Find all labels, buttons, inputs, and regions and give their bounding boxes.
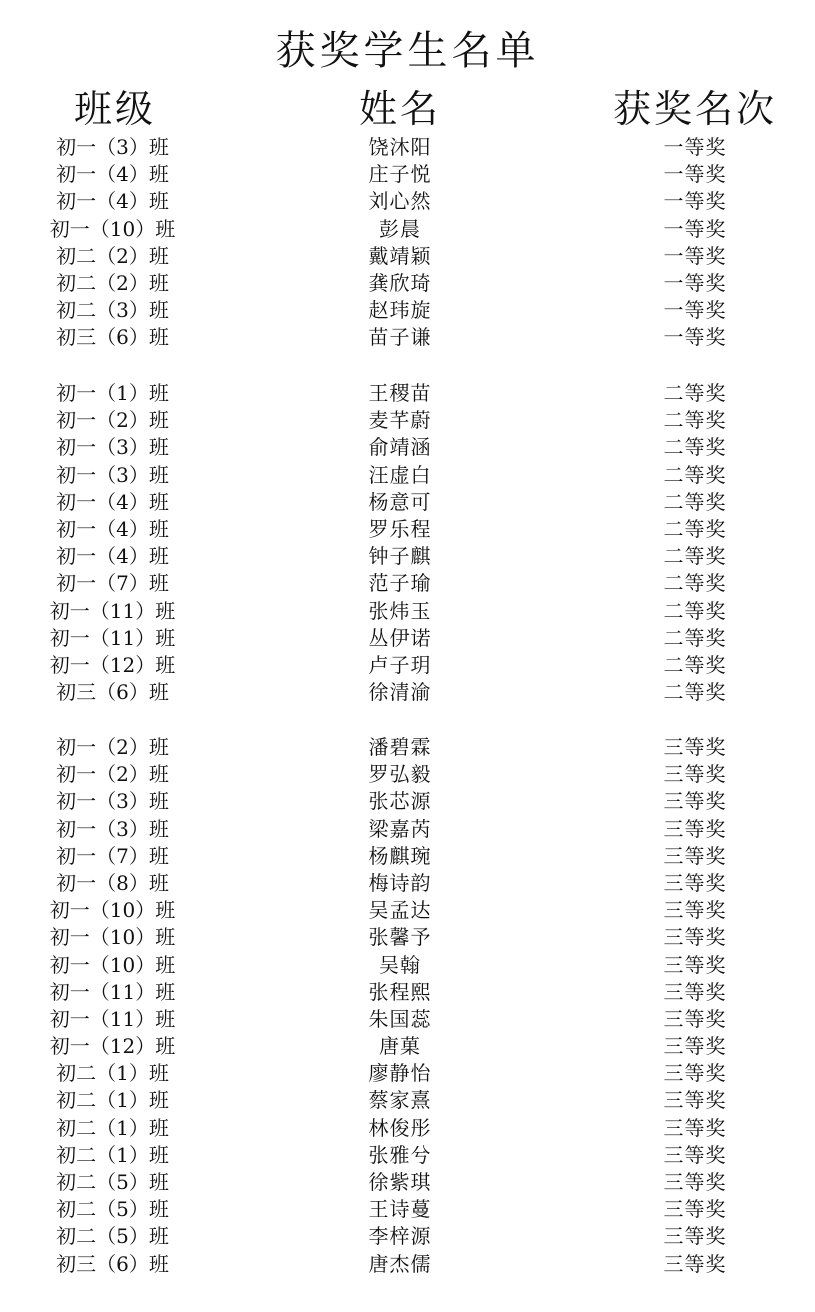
class-cell: 初二（5）班 — [56, 1224, 169, 1249]
award-cell: 一等奖 — [663, 189, 727, 214]
name-cell: 张程熙 — [368, 979, 432, 1004]
award-cell: 一等奖 — [663, 325, 727, 350]
list-item — [0, 1087, 815, 1114]
list-item — [0, 816, 815, 843]
award-cell: 三等奖 — [663, 952, 727, 977]
name-cell: 戴靖颖 — [368, 243, 432, 268]
name-cell: 吴孟达 — [368, 898, 432, 923]
award-cell: 一等奖 — [663, 243, 727, 268]
award-cell: 三等奖 — [663, 1224, 727, 1249]
class-cell: 初一（4）班 — [56, 516, 169, 541]
name-cell: 钟子麒 — [368, 544, 432, 569]
name-cell: 唐菓 — [379, 1034, 421, 1059]
name-cell: 李梓源 — [368, 1224, 432, 1249]
class-cell: 初二（5）班 — [56, 1170, 169, 1194]
list-item — [0, 1033, 815, 1060]
class-cell: 初二（2）班 — [56, 270, 169, 295]
award-cell: 三等奖 — [663, 1142, 727, 1167]
award-cell: 二等奖 — [663, 652, 727, 677]
award-cell: 三等奖 — [663, 843, 727, 868]
class-cell: 初一（12）班 — [49, 652, 176, 677]
award-cell: 三等奖 — [663, 1088, 727, 1113]
name-cell: 王诗蔓 — [368, 1197, 432, 1222]
award-cell: 三等奖 — [663, 1061, 727, 1086]
name-cell: 朱国蕊 — [368, 1006, 432, 1031]
list-item — [0, 1196, 815, 1223]
award-cell: 二等奖 — [663, 462, 727, 487]
list-item — [0, 161, 815, 188]
list-item — [0, 297, 815, 324]
award-cell: 二等奖 — [663, 598, 727, 623]
class-cell: 初二（1）班 — [56, 1142, 169, 1167]
class-cell: 初一（3）班 — [56, 816, 169, 841]
list-item — [0, 434, 815, 461]
class-cell: 初二（5）班 — [56, 1197, 169, 1222]
award-cell: 三等奖 — [663, 925, 727, 950]
name-cell: 杨麒琬 — [368, 843, 432, 868]
list-item — [0, 1115, 815, 1142]
award-cell: 一等奖 — [663, 135, 727, 159]
name-cell: 张雅兮 — [368, 1142, 432, 1167]
class-cell: 初一（10）班 — [49, 216, 176, 241]
class-cell: 初三（6）班 — [56, 680, 169, 705]
list-item — [0, 870, 815, 897]
award-cell: 二等奖 — [663, 516, 727, 541]
award-cell: 二等奖 — [663, 544, 727, 569]
class-cell: 初一（11）班 — [49, 598, 176, 623]
award-cell: 一等奖 — [663, 270, 727, 295]
name-cell: 张馨予 — [368, 925, 432, 950]
list-item — [0, 270, 815, 297]
class-cell: 初三（6）班 — [56, 325, 169, 350]
name-cell: 梁嘉芮 — [368, 816, 432, 841]
class-cell: 初一（3）班 — [56, 789, 169, 814]
name-cell: 刘心然 — [368, 189, 432, 214]
third-prize-group — [0, 734, 815, 1278]
award-cell: 三等奖 — [663, 762, 727, 787]
list-item — [0, 679, 815, 706]
name-cell: 庄子悦 — [368, 162, 432, 187]
award-cell: 二等奖 — [663, 435, 727, 460]
class-cell: 初一（10）班 — [49, 952, 176, 977]
name-cell: 徐紫琪 — [368, 1170, 432, 1194]
list-item — [0, 134, 815, 161]
name-cell: 张芯源 — [368, 789, 432, 814]
award-cell: 二等奖 — [663, 381, 727, 405]
list-item — [0, 652, 815, 679]
name-cell: 吴翰 — [379, 952, 421, 977]
name-cell: 卢子玥 — [368, 652, 432, 677]
class-cell: 初一（8）班 — [56, 870, 169, 895]
name-cell: 王稷苗 — [368, 381, 432, 405]
class-cell: 初一（4）班 — [56, 162, 169, 187]
class-cell: 初一（2）班 — [56, 762, 169, 787]
award-cell: 三等奖 — [663, 1197, 727, 1222]
award-cell: 三等奖 — [663, 816, 727, 841]
class-cell: 初一（2）班 — [56, 408, 169, 433]
list-item — [0, 462, 815, 489]
list-item — [0, 924, 815, 951]
name-cell: 罗乐程 — [368, 516, 432, 541]
class-cell: 初一（10）班 — [49, 898, 176, 923]
award-cell: 一等奖 — [663, 216, 727, 241]
class-cell: 初一（7）班 — [56, 571, 169, 596]
class-cell: 初一（7）班 — [56, 843, 169, 868]
list-item — [0, 1169, 815, 1196]
award-cell: 三等奖 — [663, 1170, 727, 1194]
list-item — [0, 1060, 815, 1087]
list-item — [0, 979, 815, 1006]
list-item — [0, 543, 815, 570]
class-cell: 初一（11）班 — [49, 1006, 176, 1031]
list-item — [0, 1142, 815, 1169]
second-prize-group — [0, 380, 815, 706]
list-item — [0, 897, 815, 924]
column-header-name: 姓名 — [358, 87, 441, 131]
award-cell: 三等奖 — [663, 735, 727, 759]
award-cell: 三等奖 — [663, 870, 727, 895]
list-item — [0, 216, 815, 243]
list-item — [0, 598, 815, 625]
award-cell: 三等奖 — [663, 789, 727, 814]
name-cell: 林俊彤 — [368, 1115, 432, 1140]
award-cell: 二等奖 — [663, 625, 727, 650]
class-cell: 初一（12）班 — [49, 1034, 176, 1059]
class-cell: 初二（2）班 — [56, 243, 169, 268]
class-cell: 初一（4）班 — [56, 489, 169, 514]
class-cell: 初一（3）班 — [56, 435, 169, 460]
award-cell: 三等奖 — [663, 898, 727, 923]
name-cell: 俞靖涵 — [368, 435, 432, 460]
class-cell: 初二（3）班 — [56, 298, 169, 323]
class-cell: 初一（11）班 — [49, 625, 176, 650]
list-item — [0, 570, 815, 597]
name-cell: 苗子谦 — [368, 325, 432, 350]
award-cell: 三等奖 — [663, 979, 727, 1004]
list-item — [0, 407, 815, 434]
class-cell: 初二（1）班 — [56, 1115, 169, 1140]
name-cell: 廖静怡 — [368, 1061, 432, 1086]
class-cell: 初一（11）班 — [49, 979, 176, 1004]
name-cell: 龚欣琦 — [368, 270, 432, 295]
award-cell: 二等奖 — [663, 680, 727, 705]
list-item — [0, 625, 815, 652]
award-cell: 三等奖 — [663, 1115, 727, 1140]
class-cell: 初一（1）班 — [56, 381, 169, 405]
name-cell: 饶沐阳 — [368, 135, 432, 159]
name-cell: 徐清渝 — [368, 680, 432, 705]
class-cell: 初一（3）班 — [56, 462, 169, 487]
class-cell: 初一（4）班 — [56, 544, 169, 569]
page-title: 获奖学生名单 — [275, 28, 540, 74]
class-cell: 初三（6）班 — [56, 1251, 169, 1276]
award-cell: 二等奖 — [663, 489, 727, 514]
column-header-class: 班级 — [73, 87, 156, 131]
award-cell: 一等奖 — [663, 162, 727, 187]
award-cell: 二等奖 — [663, 571, 727, 596]
list-item — [0, 952, 815, 979]
column-header-award: 获奖名次 — [612, 87, 777, 131]
award-cell: 三等奖 — [663, 1006, 727, 1031]
first-prize-group — [0, 134, 815, 352]
name-cell: 赵玮旋 — [368, 298, 432, 323]
list-item — [0, 380, 815, 407]
award-cell: 三等奖 — [663, 1034, 727, 1059]
name-cell: 张炜玉 — [368, 598, 432, 623]
list-item — [0, 1251, 815, 1278]
list-item — [0, 243, 815, 270]
class-cell: 初一（10）班 — [49, 925, 176, 950]
list-item — [0, 516, 815, 543]
award-cell: 二等奖 — [663, 408, 727, 433]
name-cell: 唐杰儒 — [368, 1251, 432, 1276]
list-item — [0, 734, 815, 761]
award-cell: 一等奖 — [663, 298, 727, 323]
class-cell: 初一（2）班 — [56, 735, 169, 759]
class-cell: 初二（1）班 — [56, 1088, 169, 1113]
class-cell: 初二（1）班 — [56, 1061, 169, 1086]
name-cell: 梅诗韵 — [368, 870, 432, 895]
name-cell: 杨意可 — [368, 489, 432, 514]
name-cell: 麦芊蔚 — [368, 408, 432, 433]
list-item — [0, 1006, 815, 1033]
award-cell: 三等奖 — [663, 1251, 727, 1276]
list-item — [0, 788, 815, 815]
list-item — [0, 843, 815, 870]
name-cell: 蔡家熹 — [368, 1088, 432, 1113]
list-item — [0, 324, 815, 351]
name-cell: 罗弘毅 — [368, 762, 432, 787]
list-item — [0, 761, 815, 788]
name-cell: 范子瑜 — [368, 571, 432, 596]
name-cell: 丛伊诺 — [368, 625, 432, 650]
class-cell: 初一（3）班 — [56, 135, 169, 159]
list-item — [0, 489, 815, 516]
name-cell: 彭晨 — [379, 216, 421, 241]
list-item — [0, 188, 815, 215]
name-cell: 潘碧霖 — [368, 735, 432, 759]
list-item — [0, 1223, 815, 1250]
class-cell: 初一（4）班 — [56, 189, 169, 214]
name-cell: 汪虚白 — [368, 462, 432, 487]
